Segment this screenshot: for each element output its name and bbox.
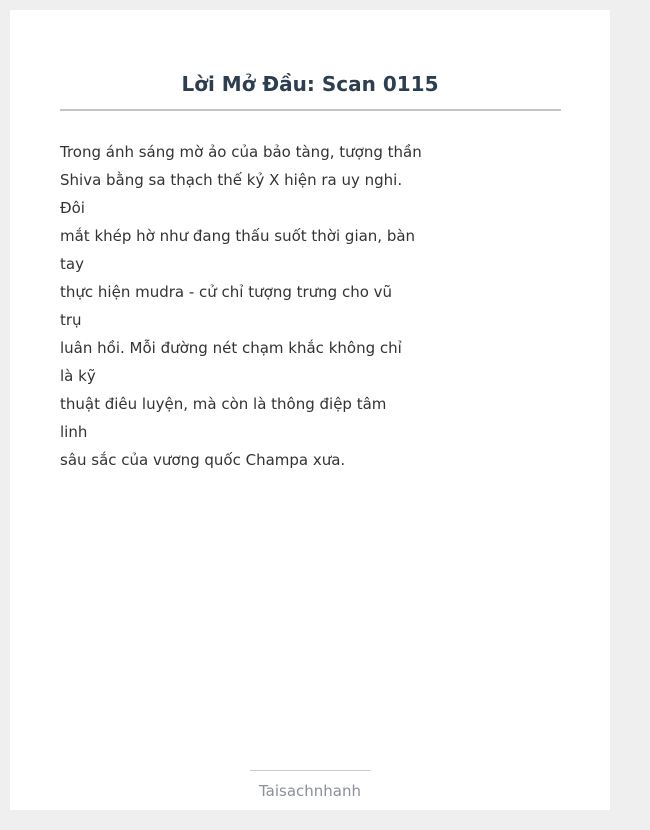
text-line: là kỹ xyxy=(60,367,96,385)
body-paragraph xyxy=(60,138,440,474)
text-line: Đôi xyxy=(60,199,85,217)
text-line: luân hồi. Mỗi đường nét chạm khắc không chỉ xyxy=(60,339,402,357)
page-title: Lời Mở Đầu: Scan 0115 xyxy=(181,72,439,96)
title-divider xyxy=(60,109,561,111)
text-line: Trong ánh sáng mờ ảo của bảo tàng, tượng thần xyxy=(60,143,422,161)
text-line: thuật điêu luyện, mà còn là thông điệp tâm xyxy=(60,395,387,413)
text-line: thực hiện mudra - cử chỉ tượng trưng cho vũ xyxy=(60,283,393,301)
text-line: linh xyxy=(60,423,88,441)
text-line: mắt khép hờ như đang thấu suốt thời gian, bàn xyxy=(60,227,416,245)
text-line: Shiva bằng sa thạch thế kỷ X hiện ra uy nghi. xyxy=(60,171,403,189)
text-line: trụ xyxy=(60,311,82,329)
document-page xyxy=(10,10,610,810)
text-line: tay xyxy=(60,255,84,273)
text-line: sâu sắc của vương quốc Champa xưa. xyxy=(60,451,346,469)
footer-watermark: Taisachnhanh xyxy=(258,782,362,800)
footer-divider xyxy=(250,770,371,771)
